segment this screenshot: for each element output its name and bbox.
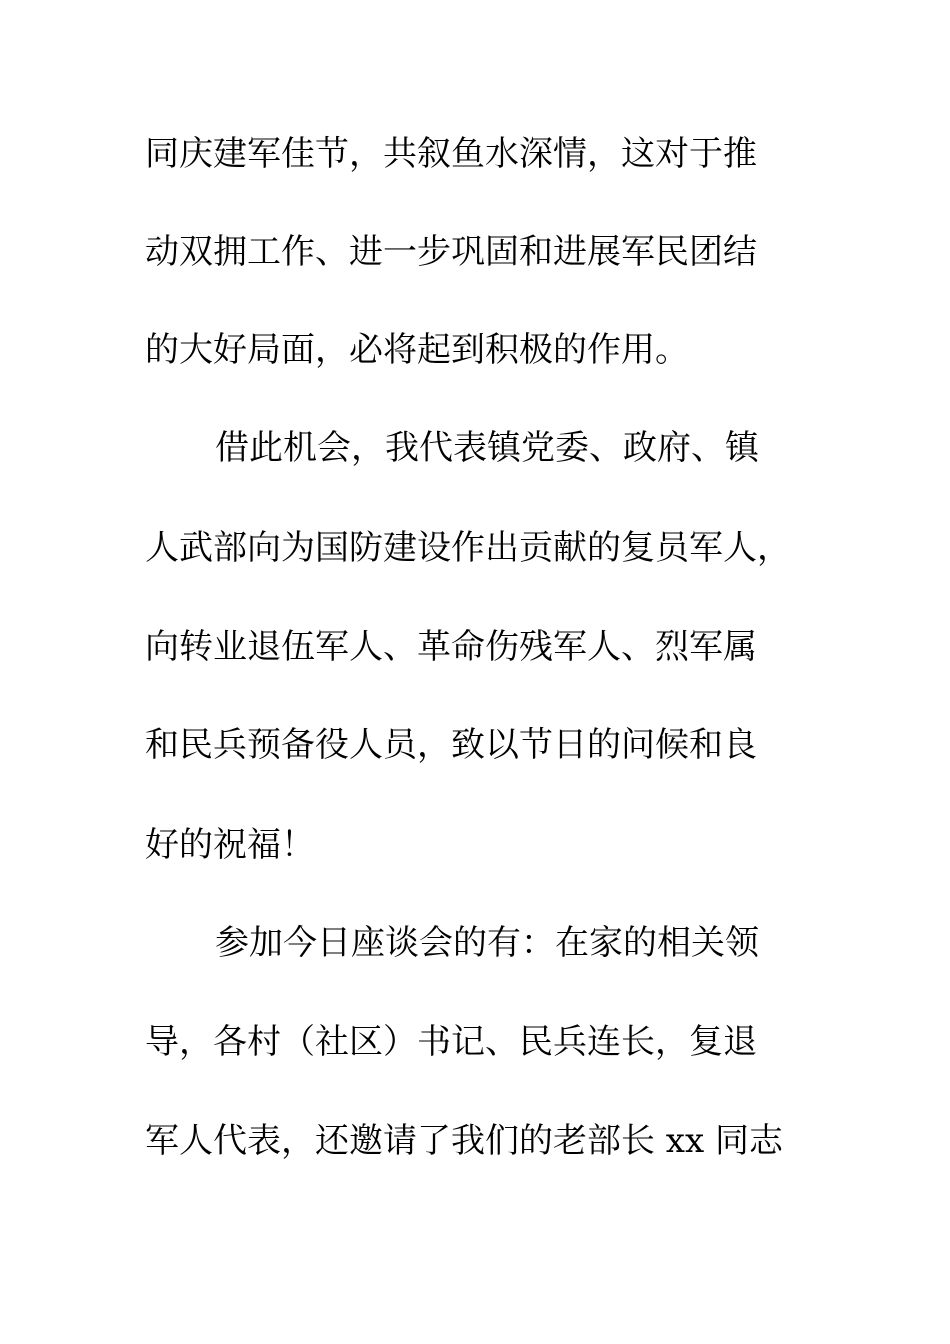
text-line-10: 导，各村（社区）书记、民兵连长，复退 (145, 1022, 757, 1062)
text-line-8: 好的祝福！ (145, 825, 315, 865)
text-line-6: 向转业退伍军人、革命伤残军人、烈军属 (145, 627, 757, 667)
text-line-4: 借此机会，我代表镇党委、政府、镇 (215, 428, 759, 468)
text-line-1: 同庆建军佳节，共叙鱼水深情，这对于推 (145, 134, 757, 174)
text-line-5: 人武部向为国防建设作出贡献的复员军人， (145, 528, 791, 568)
text-line-9: 参加今日座谈会的有：在家的相关领 (215, 923, 759, 963)
text-line-7: 和民兵预备役人员，致以节日的问候和良 (145, 725, 757, 765)
text-line-11: 军人代表，还邀请了我们的老部长 xx 同志 (145, 1121, 783, 1161)
text-line-2: 动双拥工作、进一步巩固和进展军民团结 (145, 232, 757, 272)
text-line-3: 的大好局面，必将起到积极的作用。 (145, 330, 689, 370)
